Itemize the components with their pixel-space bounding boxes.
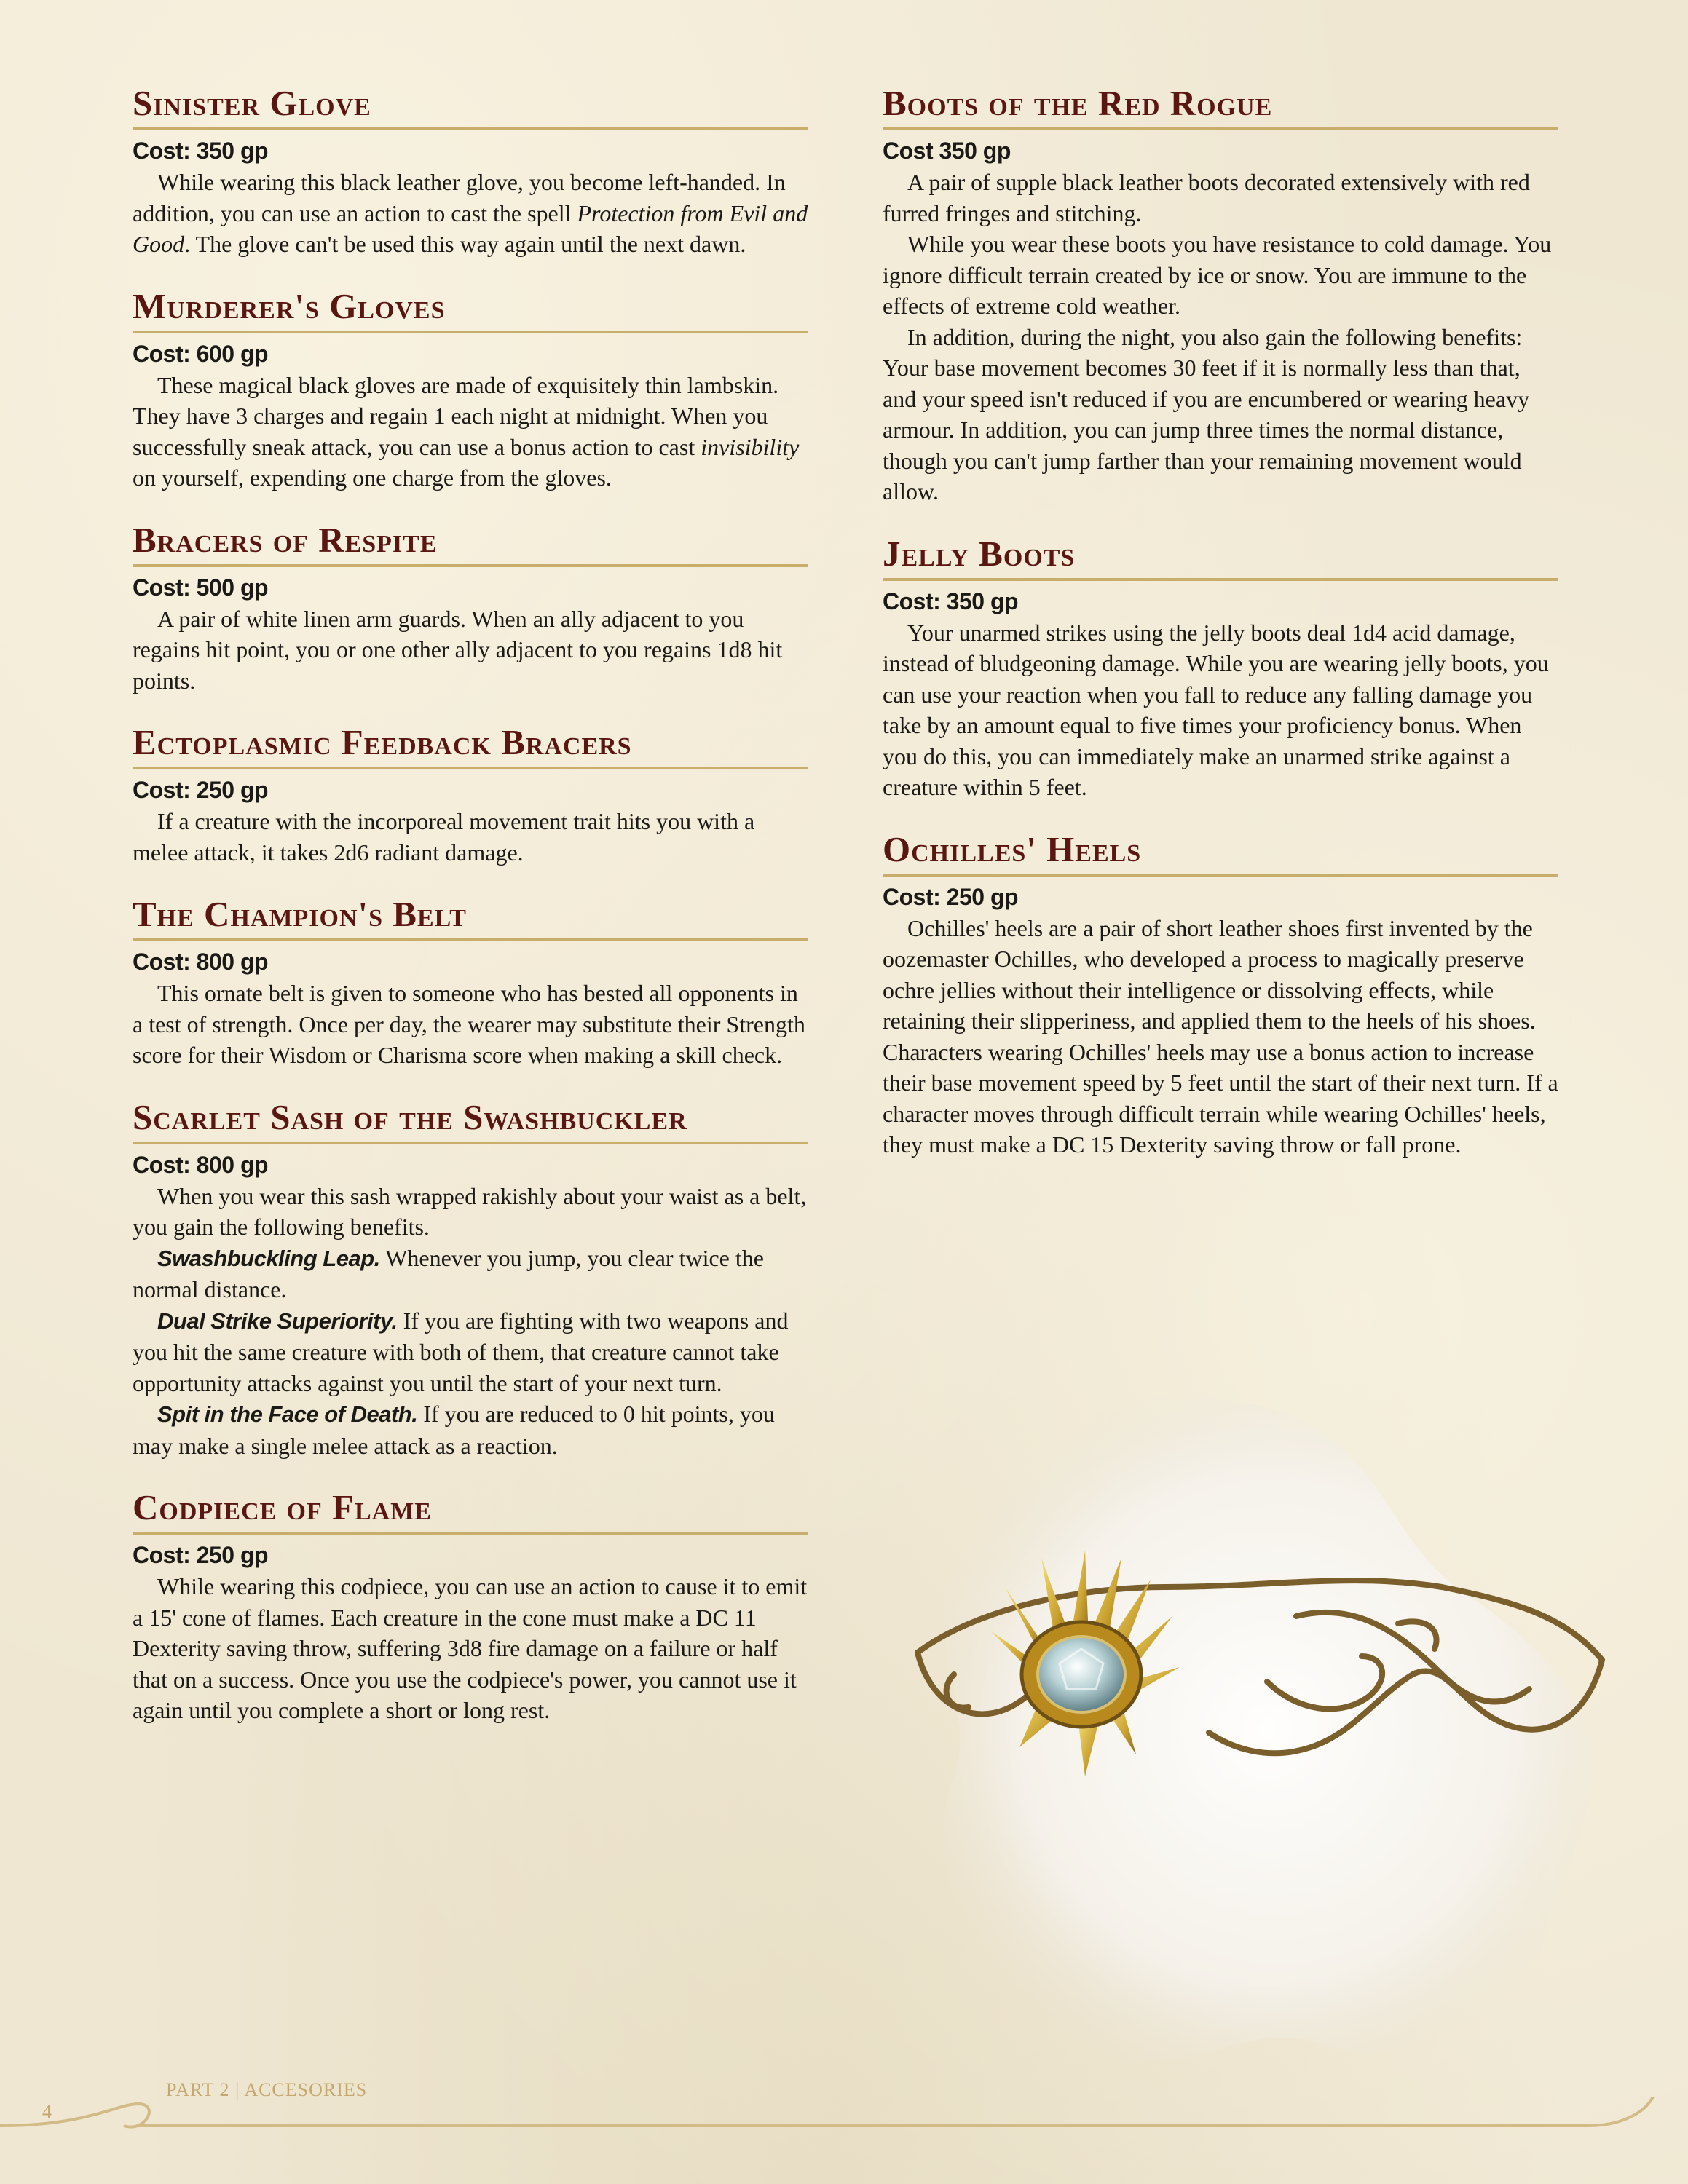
text-run: If a creature with the incorporeal movement trait hits you with a melee attack, it takes 2d6 radiant damage.: [133, 808, 755, 866]
item-description: [133, 1398, 808, 1461]
text-run: These magical black gloves are made of exquisitely thin lambskin. They have 3 charges and regain 1 each night at midnight. When you successfully sneak attack, you can use a bonus action to cast: [133, 371, 779, 460]
footer-section-label: PART 2 | ACCESORIES: [166, 2079, 368, 2100]
item-cost: Cost: 250 gp: [133, 777, 269, 803]
item-cost: Cost: 250 gp: [133, 1542, 269, 1568]
item-description: [883, 322, 1558, 507]
text-run: Ochilles' heels are a pair of short leather shoes first invented by the oozemaster Ochilles, who developed a process to magically preserve ochre jellies without their intelligence or dissolving effects, while retaining their slipperiness, and applied them to the heels of his shoes. Characters wearing Ochilles' heels may use a bonus action to increase their base movement speed by 5 feet until the start of their next turn. If a character moves through difficult terrain while wearing Ochilles' heels, they must make a DC 15 Dexterity saving throw or fall prone.: [883, 914, 1558, 1158]
feature-name: Swashbuckling Leap.: [157, 1245, 380, 1271]
item-cost: Cost: 350 gp: [133, 138, 269, 164]
text-run: A pair of white linen arm guards. When an ally adjacent to you regains hit point, you or one other ally adjacent to you regains 1d8 hit points.: [133, 605, 783, 694]
spell-name: Protection from Evil and Good: [133, 199, 808, 257]
item-title: Bracers of Respite: [133, 517, 808, 567]
item-codpiece-of-flame: [133, 1484, 808, 1726]
item-cost: Cost: 250 gp: [883, 883, 1019, 910]
text-run: While wearing this codpiece, you can use an action to cause it to emit a 15' cone of flames. Each creature in the cone must make a DC 11 Dexterity saving throw, suffering 3d8 fire damage on a failure or half that on a success. Once you use the codpiece's power, you cannot use it again until you complete a short or long rest.: [133, 1573, 808, 1723]
page-number: 4: [42, 2101, 52, 2122]
item-description: [883, 913, 1558, 1160]
item-title: Sinister Glove: [133, 80, 808, 130]
item-description: [133, 1571, 808, 1726]
item-title: Ochilles' Heels: [883, 826, 1558, 877]
item-title: Codpiece of Flame: [133, 1484, 808, 1535]
item-cost: Cost: 500 gp: [133, 574, 269, 601]
item-title: Ectoplasmic Feedback Bracers: [133, 719, 808, 769]
right-column: [883, 80, 1558, 1184]
text-run: A pair of supple black leather boots decorated extensively with red furred fringes and stitching.: [883, 169, 1530, 226]
item-description: [133, 370, 808, 494]
text-run: If you are fighting with two weapons and you hit the same creature with both of them, that creature cannot take opportunity attacks against you until the start of your next turn.: [133, 1307, 789, 1396]
item-description: [133, 167, 808, 260]
item-ectoplasmic-feedback-bracers: [133, 719, 808, 868]
item-description: [133, 604, 808, 697]
item-title: Murderer's Gloves: [133, 283, 808, 333]
footer-ornament: [0, 2097, 1688, 2184]
text-run: Whenever you jump, you clear twice the normal distance.: [133, 1244, 764, 1302]
item-murderer-s-gloves: [133, 283, 808, 494]
text-run: In addition, during the night, you also gain the following benefits: Your base movement becomes 30 feet if it is normally less than that, and your speed isn't reduced if you are encumbered or wearing heavy armour. In addition, you can jump three times the normal distance, though you can't jump farther than your remaining movement would allow.: [883, 323, 1530, 505]
left-column: [133, 80, 808, 1749]
feature-name: Dual Strike Superiority.: [157, 1307, 398, 1334]
item-cost: Cost: 800 gp: [133, 949, 269, 975]
item-cost: Cost: 600 gp: [133, 340, 269, 367]
item-description: [133, 1243, 808, 1305]
item-ochilles-heels: [883, 826, 1558, 1160]
item-description: [133, 806, 808, 868]
item-description: [133, 1305, 808, 1399]
circlet-illustration: [888, 1369, 1631, 2082]
text-run: This ornate belt is given to someone who has bested all opponents in a test of strength. Once per day, the wearer may substitute their Strength score for their Wisdom or Charisma score when making a skill check.: [133, 980, 805, 1068]
text-run: on yourself, expending one charge from the gloves.: [133, 464, 612, 491]
text-run: While wearing this black leather glove, you become left-handed. In addition, you can use an action to cast the spell: [133, 169, 786, 226]
item-description: [883, 167, 1558, 229]
text-run: . The glove can't be used this way again until the next dawn.: [184, 231, 746, 257]
item-scarlet-sash-of-the-swashbuckler: [133, 1094, 808, 1462]
item-jelly-boots: [883, 531, 1558, 803]
text-run: If you are reduced to 0 hit points, you may make a single melee attack as a reaction.: [133, 1401, 775, 1459]
item-boots-of-the-red-rogue: [883, 80, 1558, 507]
item-cost: Cost: 800 gp: [133, 1151, 269, 1178]
item-the-champion-s-belt: [133, 891, 808, 1071]
item-title: Boots of the Red Rogue: [883, 80, 1558, 130]
item-cost: Cost 350 gp: [883, 138, 1011, 164]
item-description: [133, 1181, 808, 1243]
item-description: [883, 617, 1558, 803]
item-description: [883, 229, 1558, 322]
text-run: Your unarmed strikes using the jelly boots deal 1d4 acid damage, instead of bludgeoning damage. While you are wearing jelly boots, you can use your reaction when you fall to reduce any falling damage you take by an amount equal to five times your proficiency bonus. When you do this, you can immediately make an unarmed strike against a creature within 5 feet.: [883, 619, 1549, 800]
item-sinister-glove: [133, 80, 808, 260]
item-title: The Champion's Belt: [133, 891, 808, 941]
item-cost: Cost: 350 gp: [883, 587, 1019, 614]
item-bracers-of-respite: [133, 517, 808, 697]
item-title: Jelly Boots: [883, 531, 1558, 581]
spell-name: invisibility: [701, 433, 800, 460]
text-run: While you wear these boots you have resistance to cold damage. You ignore difficult terrain created by ice or snow. You are immune to the effects of extreme cold weather.: [883, 231, 1552, 319]
item-description: [133, 978, 808, 1071]
text-run: When you wear this sash wrapped rakishly about your waist as a belt, you gain the following benefits.: [133, 1182, 807, 1240]
item-title: Scarlet Sash of the Swashbuckler: [133, 1094, 808, 1144]
feature-name: Spit in the Face of Death.: [157, 1401, 418, 1427]
